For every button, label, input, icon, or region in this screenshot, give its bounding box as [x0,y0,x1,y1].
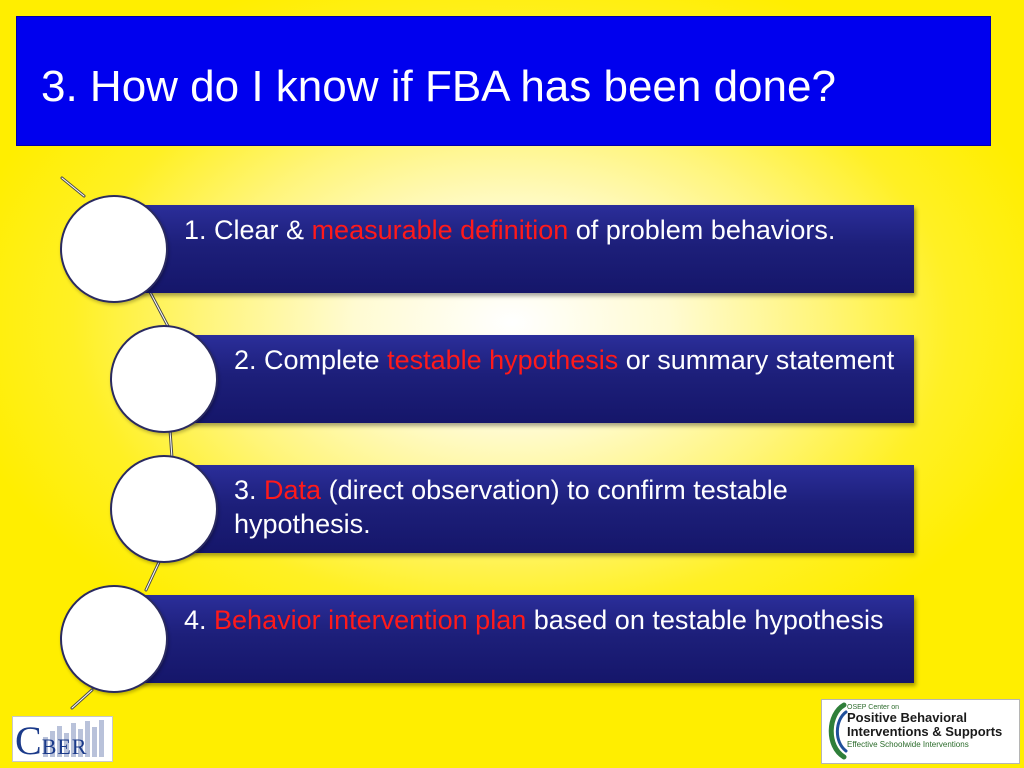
step-3-box [164,465,914,553]
step-2-text-end: or summary statement [618,345,895,375]
step-1-text [184,213,900,247]
step-1-text-start: 1. Clear & [184,215,312,245]
step-4-text [184,603,900,637]
cber-initial: C [15,718,42,763]
pbis-line-2: Positive Behavioral [847,710,967,725]
step-3-text-start: 3. [234,475,265,505]
step-1-highlight: measurable definition [311,215,569,245]
step-4-circle [60,585,168,693]
step-4-box [114,595,914,683]
pbis-logo [821,699,1020,764]
step-2-text [234,343,900,377]
step-1-circle [60,195,168,303]
pbis-line-4: Effective Schoolwide Interventions [847,740,969,749]
step-2-box [164,335,914,423]
pbis-line-3: Interventions & Supports [847,724,1003,739]
cber-logo [12,716,113,762]
step-3-circle [110,455,218,563]
step-3-text-end: (direct observation) to confirm testable hypothesis. [234,475,788,539]
step-1-text-end: of problem behaviors. [568,215,836,245]
slide-title: 3. How do I know if FBA has been done? [41,62,836,111]
step-2-circle [110,325,218,433]
swoosh-icon [824,702,848,760]
step-2-highlight: testable hypothesis [387,345,619,375]
step-1-box [114,205,914,293]
step-4-highlight: Behavior intervention plan [214,605,527,635]
step-3-text [234,473,900,541]
step-2-text-start: 2. Complete [234,345,388,375]
pbis-line-1: OSEP Center on [847,704,900,711]
cber-rest: BER [41,734,88,759]
step-4-text-end: based on testable hypothesis [526,605,884,635]
step-3-highlight: Data [264,475,322,505]
step-4-text-start: 4. [184,605,215,635]
cber-wordmark [15,718,88,763]
